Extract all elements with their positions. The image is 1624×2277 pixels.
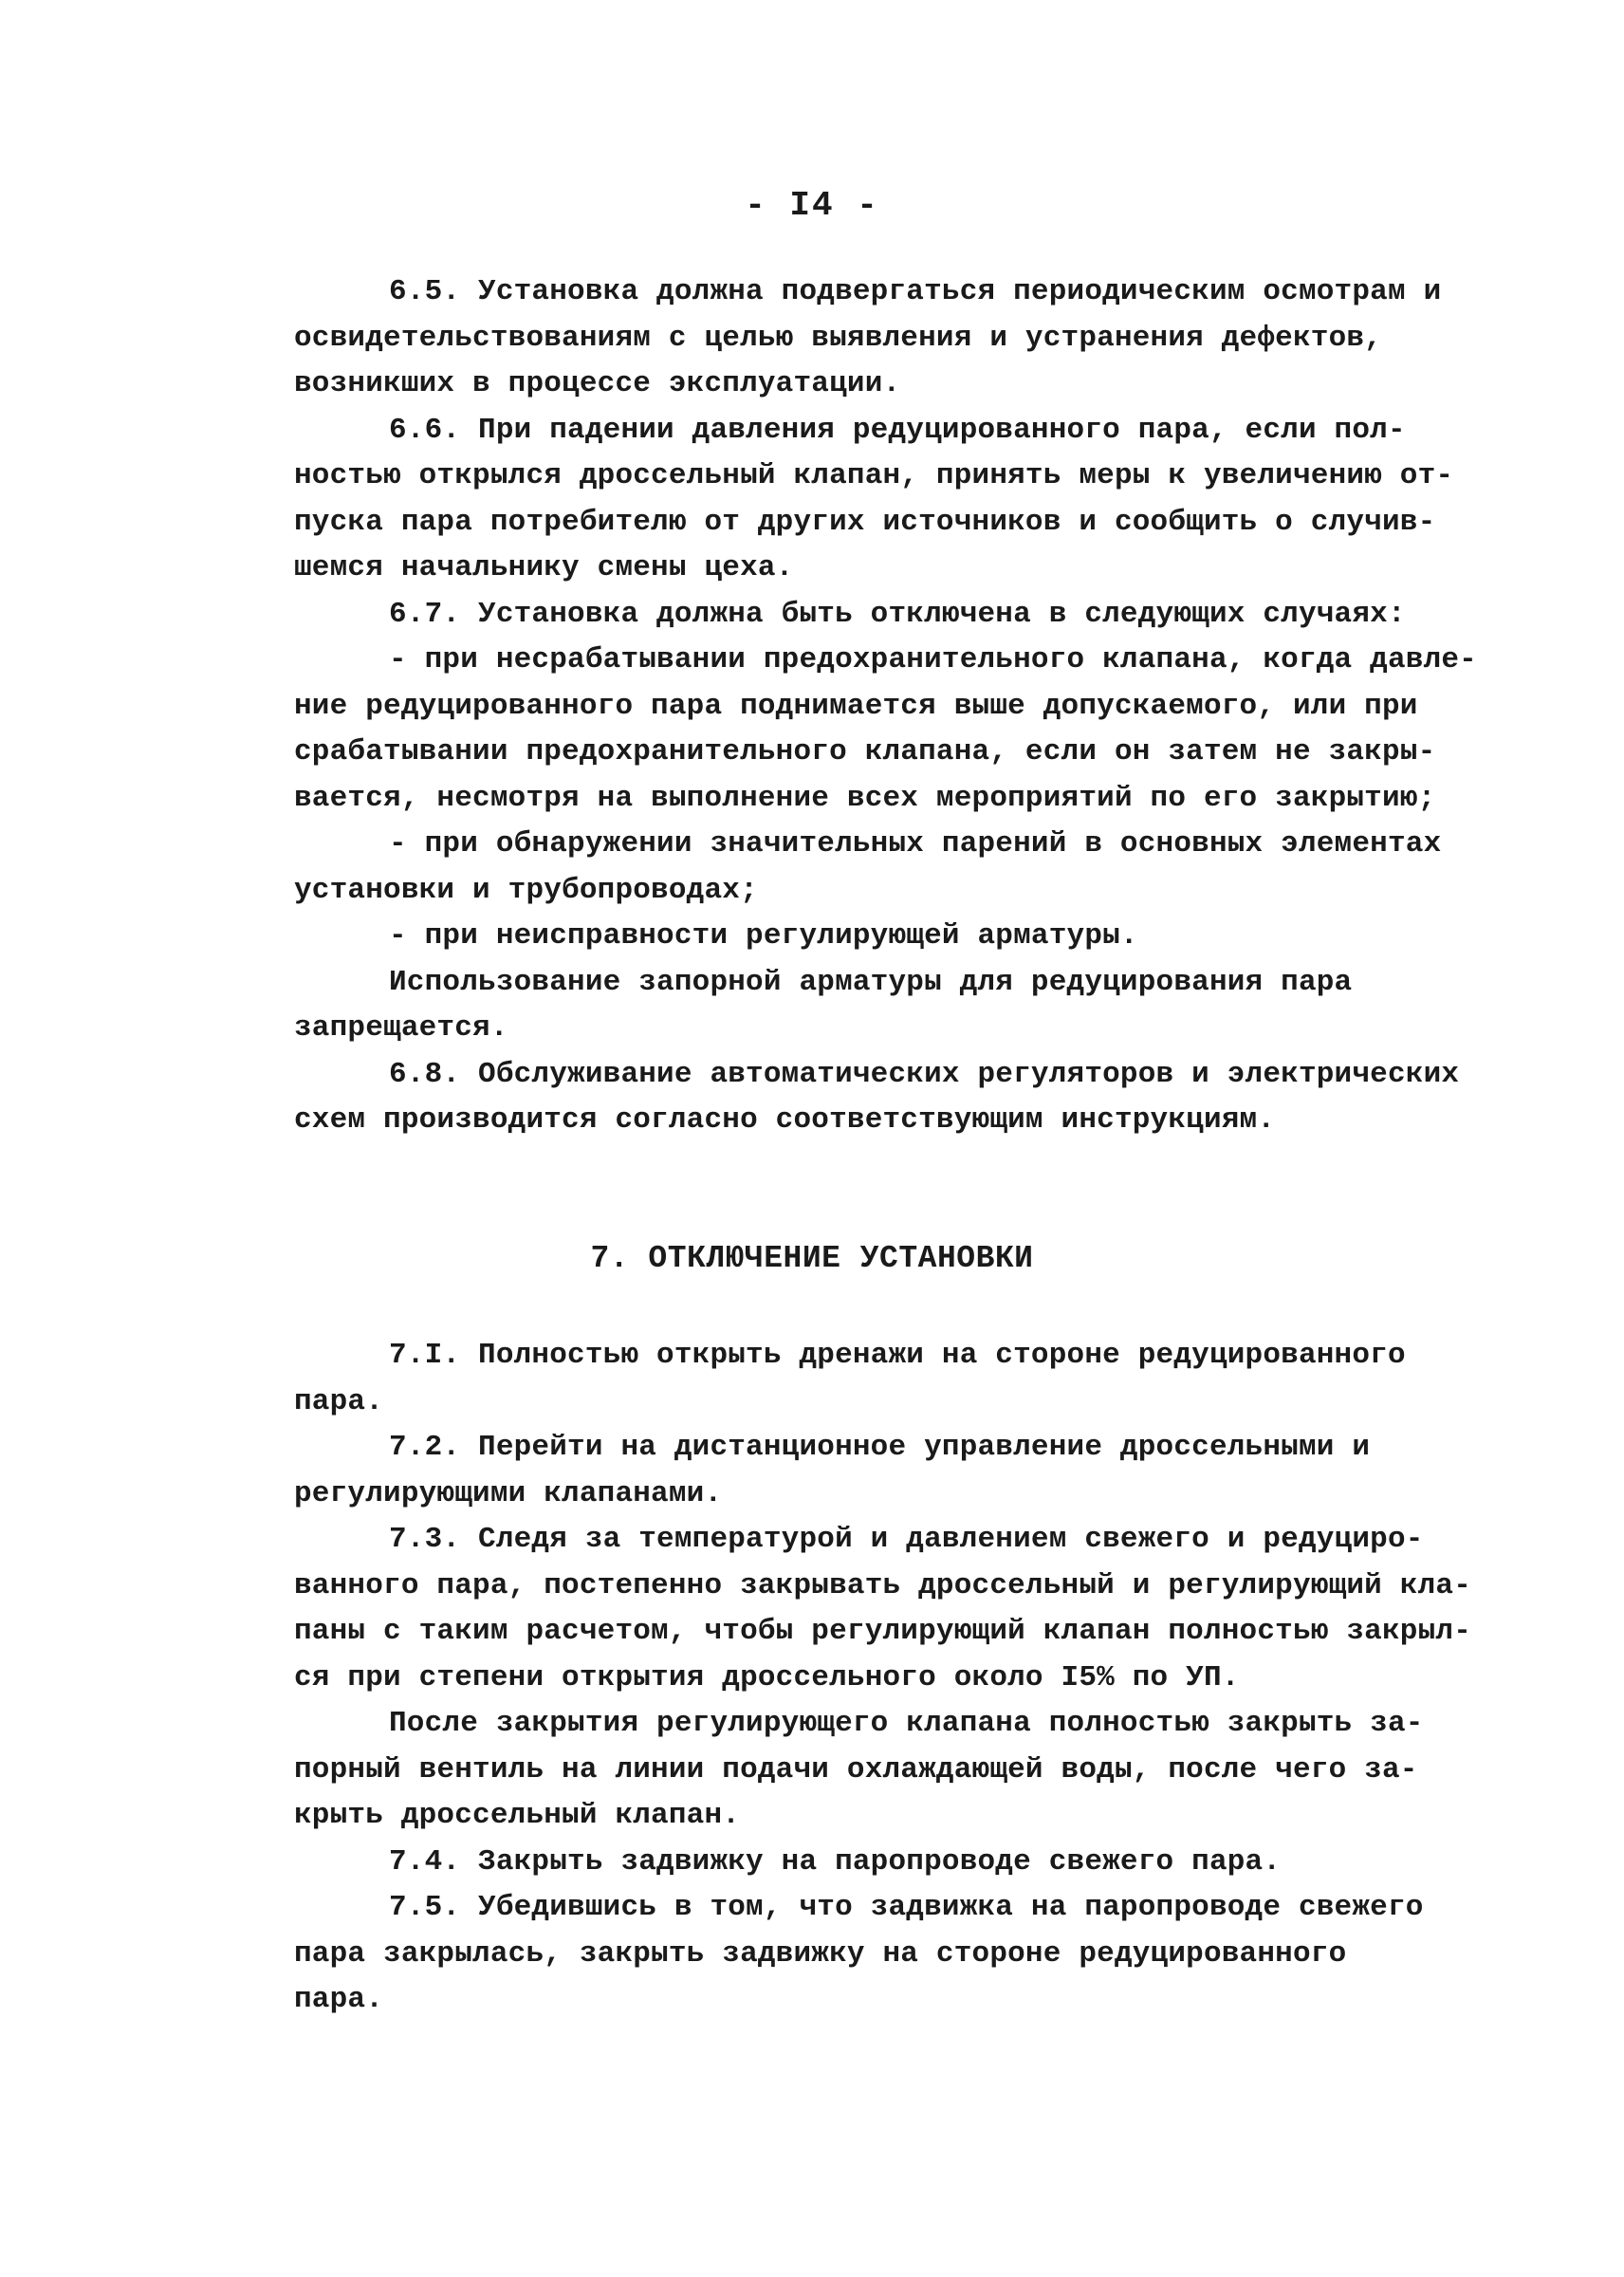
section-7-text <box>294 1333 1546 2024</box>
text-line: 6.7. Установка должна быть отключена в следующих случаях: <box>389 597 1406 631</box>
text-line: - при несрабатывании предохранительного клапана, когда давле- <box>389 643 1477 676</box>
text-line: 7.3. Следя за температурой и давлением свежего и редуциро- <box>389 1523 1424 1556</box>
text-line: шемся начальнику смены цеха. <box>294 551 794 584</box>
text-line: пара. <box>294 1384 384 1418</box>
text-line: 7.4. Закрыть задвижку на паропроводе свежего пара. <box>389 1844 1282 1879</box>
text-line: - при неисправности регулирующей арматуры. <box>389 919 1138 953</box>
text-line: 6.8. Обслуживание автоматических регуляторов и электрических <box>389 1057 1460 1091</box>
text-line: ностью открылся дроссельный клапан, принять меры к увеличению от- <box>294 459 1454 492</box>
text-line: После закрытия регулирующего клапана полностью закрыть за- <box>389 1707 1424 1740</box>
text-line: регулирующими клапанами. <box>294 1476 723 1510</box>
text-line: ние редуцированного пара поднимается выше допускаемого, или при <box>294 689 1418 723</box>
text-line: крыть дроссельный клапан. <box>294 1799 741 1832</box>
section-6-text <box>294 269 1546 1144</box>
text-line: порный вентиль на линии подачи охлаждающей воды, после чего за- <box>294 1752 1418 1786</box>
section-7-heading: 7. ОТКЛЮЧЕНИЕ УСТАНОВКИ <box>590 1241 1034 1276</box>
text-line: Использование запорной арматуры для редуцирования пара <box>389 965 1353 999</box>
text-line: ся при степени открытия дроссельного около I5% по УП. <box>294 1660 1240 1694</box>
page-number: - I4 - <box>745 186 879 225</box>
text-line: вается, несмотря на выполнение всех мероприятий по его закрытию; <box>294 781 1436 815</box>
text-line: паны с таким расчетом, чтобы регулирующий клапан полностью закрыл- <box>294 1615 1471 1648</box>
text-line: пара. <box>294 1983 384 2016</box>
text-line: 6.6. При падении давления редуцированного пара, если пол- <box>389 413 1406 447</box>
text-line: схем производится согласно соответствующим инструкциям. <box>294 1103 1276 1137</box>
text-line: срабатывании предохранительного клапана, если он затем не закры- <box>294 735 1436 768</box>
text-line: пуска пара потребителю от других источников и сообщить о случив- <box>294 505 1436 539</box>
text-line: освидетельствованиям с целью выявления и устранения дефектов, <box>294 321 1382 355</box>
text-line: ванного пара, постепенно закрывать дроссельный и регулирующий кла- <box>294 1568 1471 1602</box>
text-line: 7.2. Перейти на дистанционное управление дроссельными и <box>389 1431 1371 1464</box>
text-line: - при обнаружении значительных парений в основных элементах <box>389 827 1442 861</box>
text-line: 7.5. Убедившись в том, что задвижка на паропроводе свежего <box>389 1891 1424 1924</box>
text-line: установки и трубопроводах; <box>294 873 758 907</box>
text-line: запрещается. <box>294 1011 508 1045</box>
text-line: возникших в процессе эксплуатации. <box>294 367 901 400</box>
text-line: 7.I. Полностью открыть дренажи на стороне редуцированного <box>389 1339 1406 1372</box>
text-line: пара закрылась, закрыть задвижку на стороне редуцированного <box>294 1936 1347 1971</box>
text-line: 6.5. Установка должна подвергаться периодическим осмотрам и <box>389 275 1442 308</box>
